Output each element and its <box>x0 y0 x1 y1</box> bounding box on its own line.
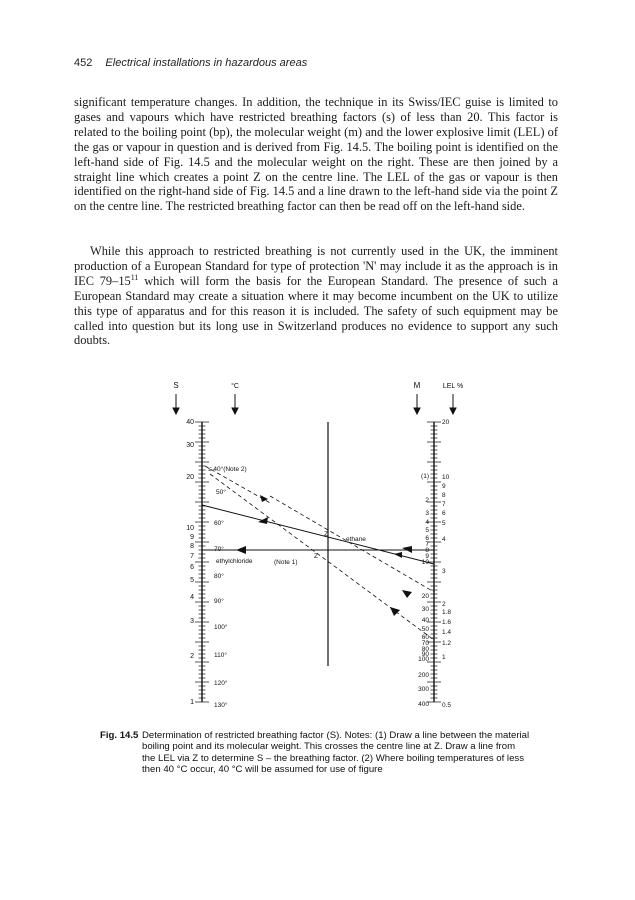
m-label: 200 <box>418 672 429 679</box>
paragraph-1-text: significant temperature changes. In addition, the technique in its Swiss/IEC guise is limited to gases and vapours which have restricted breathing factors (s) of less than 20. This factor is related to the boiling point (bp), the molecular weight (m) and the lower explosive limit (LEL) of the gas or vapour in question and is derived from Fig. 14.5. The boiling point is identified on the left-hand side of Fig. 14.5 and the molecular weight on the right. These are then joined by a straight line which creates a point Z on the centre line. The LEL of the gas or vapour is then identified on the right-hand side of Fig. 14.5 and a line drawn to the left-hand side via the point Z on the centre line. The restricted breathing factor can then be read off on the left-hand side. <box>74 95 558 214</box>
m-label: 6 <box>425 535 429 542</box>
s-label: 3 <box>190 618 194 625</box>
temp-label: 80° <box>214 573 224 580</box>
m-label: 9 <box>425 553 429 560</box>
m-label: 70 <box>421 640 429 647</box>
s-label: 10 <box>186 525 194 532</box>
s-label: 20 <box>186 474 194 481</box>
temp-label: ≤ 40°(Note 2) <box>208 466 247 473</box>
m-label: 4 <box>425 519 429 526</box>
s-label: 7 <box>190 553 194 560</box>
arrow-ethylchloride-left <box>236 546 246 554</box>
s-label: 8 <box>190 543 194 550</box>
figure-label: Fig. 14.5 <box>100 730 139 741</box>
lel-label: 1 <box>442 654 446 661</box>
header-arrows <box>173 394 456 414</box>
m-label: 30 <box>421 606 429 613</box>
lel-scale-labels <box>442 419 451 709</box>
figure-caption <box>100 730 530 776</box>
s-label: 4 <box>190 594 194 601</box>
m-label: 50 <box>421 626 429 633</box>
temp-label: 70° <box>214 546 224 553</box>
lel-label: 10 <box>442 474 450 481</box>
temp-label: 90° <box>214 598 224 605</box>
m-label: 10 <box>421 559 429 566</box>
figure-caption-text: Determination of restricted breathing factor (S). Notes: (1) Draw a line between the material boiling point and its molecular weight. This crosses the centre line at Z. Draw a line from the LEL via Z to determine S – the breathing factor. (2) Where boiling temperatures of less then 40 °C occur, 40 °C will be assumed for use of figure <box>142 730 530 776</box>
arrow-ethylchloride-right <box>394 552 402 558</box>
m-label: 40 <box>421 617 429 624</box>
lel-label: 1.2 <box>442 640 452 647</box>
running-title: Electrical installations in hazardous areas <box>105 57 308 69</box>
arrow-ethylchloride-dashed <box>390 607 400 616</box>
note1-label: (Note 1) <box>274 559 298 566</box>
m-label: 3 <box>425 510 429 517</box>
nomogram-figure <box>150 378 480 718</box>
temp-label: 100° <box>214 624 228 631</box>
annotations <box>216 531 366 566</box>
m-label: 2 <box>425 497 429 504</box>
lel-label: 0.5 <box>442 702 452 709</box>
lel-label: 20 <box>442 419 450 426</box>
body-paragraph-1 <box>74 95 558 214</box>
m-label: 5 <box>425 527 429 534</box>
m-label: 20 <box>421 593 429 600</box>
lel-label: 5 <box>442 520 446 527</box>
lel-label: 6 <box>442 510 446 517</box>
s-label: 30 <box>186 442 194 449</box>
m-scale-labels <box>418 473 429 708</box>
lel-label: 9 <box>442 483 446 490</box>
lel-label: 1.4 <box>442 629 452 636</box>
paragraph-2-text-b: which will form the basis for the European Standard. The presence of such a European Standard may create a situation where it may become incumbent on the UK to utilize this type of apparatus and for this reason it is included. The safety of such equipment may be called into question but its long use in Switzerland produces no evidence to support any such doubts. <box>74 273 558 348</box>
arrow-ethane-dashed <box>402 590 412 598</box>
s-label: 9 <box>190 534 194 541</box>
m-label: 8 <box>425 547 429 554</box>
temp-label: 130° <box>214 702 228 709</box>
s-label: 5 <box>190 577 194 584</box>
lel-label: 4 <box>442 536 446 543</box>
temp-label: 110° <box>214 652 227 659</box>
lel-label: 8 <box>442 492 446 499</box>
arrow-ethane-left <box>258 517 268 524</box>
temp-label: 60° <box>214 520 224 527</box>
m-axis-header: M <box>413 381 421 390</box>
temp-label: 50° <box>216 489 226 496</box>
m-label: 7 <box>425 541 429 548</box>
ethane-label: ethane <box>346 536 366 543</box>
m-label: 90 <box>421 651 429 658</box>
m-label: 80 <box>421 646 429 653</box>
z-label-lower: Z <box>314 553 318 560</box>
body-paragraph-2 <box>74 244 558 348</box>
m-label: 300 <box>418 686 429 693</box>
s-label: 2 <box>190 653 194 660</box>
lel-label: 1.6 <box>442 619 452 626</box>
dashed-line-ethane <box>270 496 434 592</box>
page-number: 452 <box>74 57 93 69</box>
reference-superscript: 11 <box>130 272 139 282</box>
lel-label: 3 <box>442 568 446 575</box>
m-label: 60 <box>421 634 429 641</box>
lel-axis-header: LEL % <box>442 383 464 390</box>
s-label: 1 <box>190 699 194 706</box>
z-label-upper: Z <box>324 531 328 538</box>
s-label: 40 <box>186 419 194 426</box>
lel-label: 1.8 <box>442 609 452 616</box>
s-axis-header: S <box>173 381 179 390</box>
running-header <box>74 57 307 69</box>
lel-label: 2 <box>442 601 446 608</box>
ethylchloride-label: ethylchloride <box>216 558 253 565</box>
s-label: 6 <box>190 564 194 571</box>
temp-scale-labels <box>208 465 247 709</box>
m-label: (1) <box>421 473 429 480</box>
paragraph-2-text-a: While this approach to restricted breathing is not currently used in the UK, the imminent production of a European Standard for type of protection 'N' may include it as the approach is in IEC 79–15 <box>74 244 558 288</box>
s-scale-labels <box>186 419 194 706</box>
temp-label: 120° <box>214 680 228 687</box>
m-label: 100 <box>418 656 429 663</box>
temp-axis-header: °C <box>231 383 239 390</box>
lel-label: 7 <box>442 501 446 508</box>
m-label: 400 <box>418 701 429 708</box>
